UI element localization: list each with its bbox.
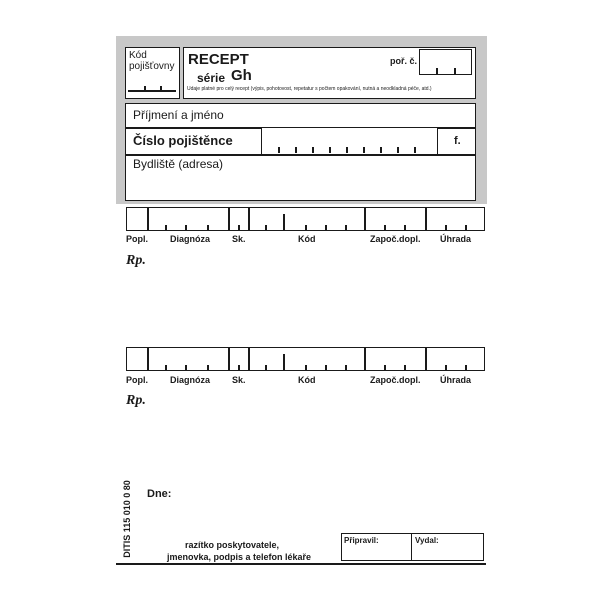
tick — [445, 365, 447, 370]
tick — [346, 147, 348, 153]
tick — [465, 225, 467, 230]
tick — [305, 225, 307, 230]
tick — [185, 365, 187, 370]
sk-label: Sk. — [232, 234, 246, 244]
popl-label: Popl. — [126, 375, 148, 385]
tick — [384, 225, 386, 230]
insurance-number-label: Číslo pojištěnce — [133, 133, 233, 148]
uhrada-label: Úhrada — [440, 375, 472, 385]
tick — [305, 365, 307, 370]
poradove-cislo-field[interactable] — [419, 49, 472, 75]
insurance-code-label: Kód pojišťovny — [129, 50, 175, 72]
stamp-text-line-1: razítko poskytovatele, — [185, 540, 280, 550]
bottom-line — [116, 563, 486, 565]
kod-label: Kód — [298, 375, 316, 385]
uhrada-label: Úhrada — [440, 234, 472, 244]
zapoc-dopl-label: Započ.dopl. — [370, 375, 421, 385]
poradove-cislo-label: poř. č. — [390, 56, 418, 66]
f-label: f. — [454, 135, 461, 147]
tick — [283, 214, 285, 230]
tick — [144, 86, 146, 91]
tick — [384, 365, 386, 370]
tick — [265, 365, 267, 370]
tick — [414, 147, 416, 153]
tick — [238, 365, 240, 370]
serie-value: Gh — [231, 67, 252, 84]
tick — [397, 147, 399, 153]
tick — [283, 354, 285, 370]
tick — [436, 68, 438, 74]
divider — [147, 207, 149, 231]
divider — [425, 347, 427, 371]
tick — [207, 225, 209, 230]
tick — [329, 147, 331, 153]
serie-label: série — [197, 71, 226, 85]
tick — [160, 86, 162, 91]
tick — [404, 365, 406, 370]
rp-label-2: Rp. — [126, 393, 146, 408]
tick — [238, 225, 240, 230]
tick — [345, 365, 347, 370]
pripravil-label: Připravil: — [344, 536, 379, 545]
diagnoza-label: Diagnóza — [170, 375, 211, 385]
tick — [207, 365, 209, 370]
sk-label: Sk. — [232, 375, 246, 385]
rp-label-1: Rp. — [126, 253, 146, 268]
tick — [465, 365, 467, 370]
zapoc-dopl-label: Započ.dopl. — [370, 234, 421, 244]
popl-label: Popl. — [126, 234, 148, 244]
tick — [363, 147, 365, 153]
date-label: Dne: — [147, 488, 172, 500]
divider — [425, 207, 427, 231]
tick — [185, 225, 187, 230]
insurance-number-field[interactable] — [261, 127, 438, 155]
tick — [454, 68, 456, 74]
kod-label: Kód — [298, 234, 316, 244]
divider — [228, 347, 230, 371]
surname-name-label: Příjmení a jméno — [133, 108, 224, 122]
tick — [325, 365, 327, 370]
divider — [228, 207, 230, 231]
header-small-note: Údaje platné pro celý recept (výpis, pohotovost, repetatur s počtem opakování, nutná a neodkladná péče, atd.) — [187, 86, 432, 92]
tick — [165, 365, 167, 370]
divider — [364, 207, 366, 231]
tick — [445, 225, 447, 230]
tick — [404, 225, 406, 230]
vydal-label: Vydal: — [415, 536, 439, 545]
divider — [364, 347, 366, 371]
tick — [325, 225, 327, 230]
diagnoza-label: Diagnóza — [170, 234, 211, 244]
tick — [278, 147, 280, 153]
tick — [265, 225, 267, 230]
divider — [248, 347, 250, 371]
divider — [248, 207, 250, 231]
tick — [165, 225, 167, 230]
stamp-text-line-2: jmenovka, podpis a telefon lékaře — [167, 552, 312, 562]
divider — [147, 347, 149, 371]
tick — [295, 147, 297, 153]
insurance-code-underline — [128, 90, 176, 92]
tick — [312, 147, 314, 153]
tick — [380, 147, 382, 153]
form-code-vertical: DITIS 115 010 0 80 — [122, 480, 132, 558]
address-label: Bydliště (adresa) — [133, 157, 224, 171]
recept-title: RECEPT — [188, 51, 249, 68]
tick — [345, 225, 347, 230]
